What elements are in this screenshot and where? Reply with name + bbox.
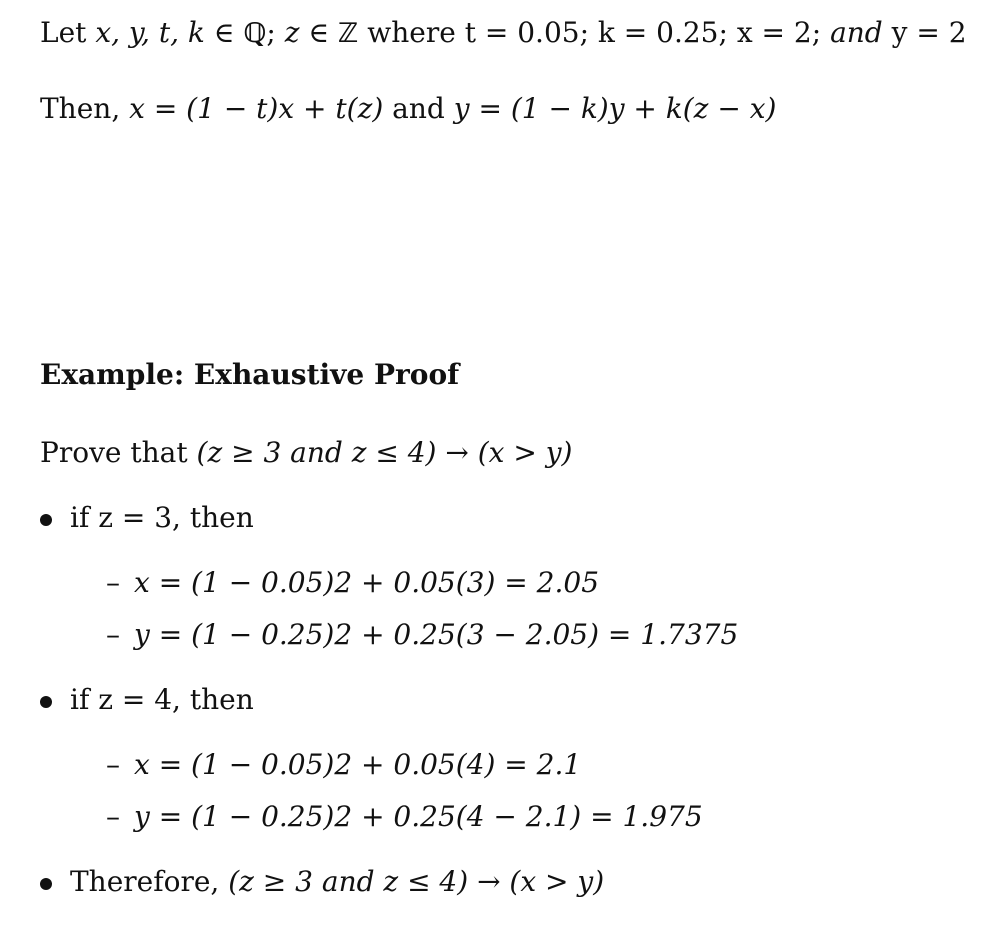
case-1-label: if z = 3, then [70,501,254,534]
x-value: x = 2; [736,16,822,49]
then-word: Then, [40,92,121,125]
bullet-icon [40,514,52,526]
conclusion-item [40,865,604,899]
bullet-icon [40,878,52,890]
let-word: Let [40,16,87,49]
case-1-step-2 [106,618,738,652]
case-2-item [40,683,254,717]
z-variable: z [284,16,300,49]
integers-symbol: ℤ [338,18,359,49]
element-of-symbol: ∈ [213,16,235,49]
prove-statement: (z ≥ 3 and z ≤ 4) → (x > y) [196,436,573,469]
formulas-line [40,92,776,126]
case-1-step-2-text: y = (1 − 0.25)2 + 0.25(3 − 2.05) = 1.7375 [134,618,739,651]
bullet-icon [40,696,52,708]
dash-icon: – [106,618,120,651]
case-2-step-1-text: x = (1 − 0.05)2 + 0.05(4) = 2.1 [134,748,582,781]
section-heading: Example: Exhaustive Proof [40,358,460,391]
and-word-2: and [392,92,445,125]
case-2-step-2-text: y = (1 − 0.25)2 + 0.25(4 − 2.1) = 1.975 [134,800,703,833]
case-2-step-2 [106,800,703,834]
where-word: where [367,16,456,49]
dash-icon: – [106,566,120,599]
separator: ; [266,16,276,49]
case-1-item [40,501,254,535]
case-2-label: if z = 4, then [70,683,254,716]
k-value: k = 0.25; [597,16,728,49]
x-formula: x = (1 − t)x + t(z) [129,92,384,125]
element-of-symbol-2: ∈ [308,16,330,49]
and-word: and [830,16,883,49]
conclusion-prefix: Therefore, [70,865,220,898]
case-2-step-1 [106,748,581,782]
dash-icon: – [106,800,120,833]
prove-prefix: Prove that [40,436,188,469]
rationals-symbol: ℚ [243,18,267,49]
y-formula: y = (1 − k)y + k(z − x) [453,92,777,125]
t-value: t = 0.05; [464,16,590,49]
case-1-step-1 [106,566,599,600]
case-1-step-1-text: x = (1 − 0.05)2 + 0.05(3) = 2.05 [134,566,600,599]
prove-statement-line [40,436,572,470]
definitions-line [40,16,967,51]
variable-list: x, y, t, k [95,16,205,49]
conclusion-statement: (z ≥ 3 and z ≤ 4) → (x > y) [228,865,605,898]
y-value: y = 2 [891,16,967,49]
dash-icon: – [106,748,120,781]
